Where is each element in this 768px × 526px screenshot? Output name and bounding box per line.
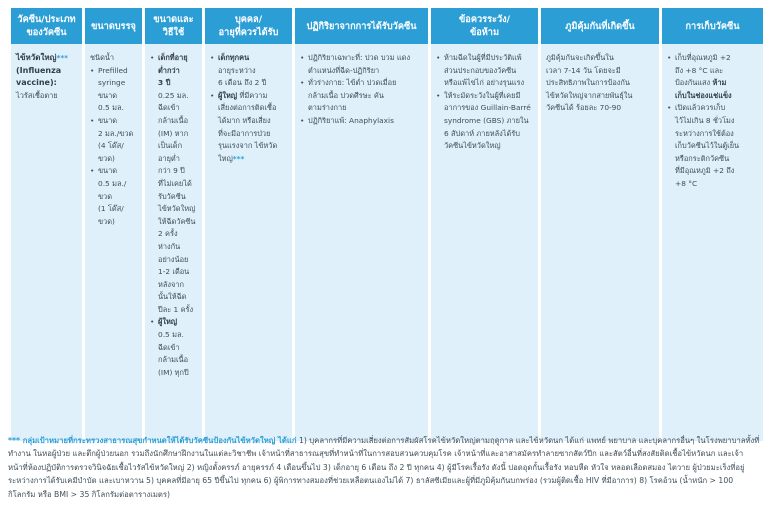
list-item: • เปิดแล้วควรเก็บ ไว้ไม่เกิน 8 ชั่วโมง ระหว่างการใช้ต้อง เก็บวัคซีนไว้ในตู้เย็น หรือกระติกวัคซีน ที่มีอุณหภูมิ +2 ถึง +8 °C [667,102,759,190]
list-item: • ทั่วร่างกาย: ไข้ต่ำ ปวดเมื่อย กล้ามเนื้อ ปวดศีรษะ คัน ตามร่างกาย [300,77,424,115]
recipients-child-heading: • เด็กทุกคน [218,53,250,62]
list-item: • Prefilled syringe ขนาด 0.5 มล. [90,65,138,115]
cell-vaccine [11,44,82,441]
header-recipients: บุคคล/ อายุที่ควรได้รับ [205,8,292,44]
dosage-adult-text: 0.5 มล. ฉีดเข้า กล้ามเนื้อ (IM) ทุกปี [158,330,189,377]
vaccine-star: *** [56,53,69,62]
cell-dosage [145,44,202,441]
list-item [667,52,759,102]
footnote-lead: *** กลุ่มเป้าหมายที่กระทรวงสาธารณสุขกำหนดให้ได้รับวัคซีนป้องกันไข้หวัดใหญ่ ได้แก่ [8,436,297,445]
header-storage: การเก็บวัคซีน [662,8,763,44]
list-item [210,90,288,166]
recipients-child-text: อายุระหว่าง 6 เดือน ถึง 2 ปี [218,65,267,88]
header-vaccine-type: วัคซีน/ประเภท ของวัคซีน [11,8,82,44]
list-item: • ให้ระมัดระวังในผู้ที่เคยมี อาการของ Guillain-Barré syndrome (GBS) ภายใน 6 สัปดาห์ ภายหลังได้รับ วัคซีนไข้หวัดใหญ่ [436,90,534,153]
cell-storage [662,44,763,441]
cell-immunity [541,44,659,441]
packaging-lead: ชนิดน้ำ [90,53,115,62]
header-dosage: ขนาดและ วิธีใช้ [145,8,202,44]
list-item [210,52,288,90]
dosage-child-heading: • เด็กที่อายุ ต่ำกว่า 3 ปี [158,53,188,88]
cell-reactions [295,44,428,441]
vaccine-english-name: (Influenza vaccine): [16,65,62,88]
dosage-child-text: 0.25 มล. ฉีดเข้า กล้ามเนื้อ (IM) หาก เป็นเด็ก อายุต่ำ กว่า 9 ปี ที่ไม่เคยได้ รับวัคซีน ไข้หวัดใหญ่ ให้ฉีดวัคซีน 2 ครั้ง ห่างกัน อย่างน้อย 1-2 เดือน หลังจาก นั้นให้ฉีด ปีละ 1 ครั้ง [158,90,196,314]
footnote-text: 1) บุคลากรที่มีความเสี่ยงต่อการสัมผัสโรคไข้หวัดใหญ่ตามฤดูกาล และไข้หวัดนก ได้แก่ แพทย์ พยาบาล และบุคลากรอื่นๆ ในโรงพยาบาลทั้งที่ทำงาน ในหอผู้ป่วย และตึกผู้ป่วยนอก รวมถึงนักศึกษาฝึกงานในแต่ละวิชาชีพ เจ้าหน้าที่สาธารณสุขที่ทำหน้าที่ในการสอบสวนควบคุมโรค เจ้าหน้าที่และอาสาสมัครทำลายซากสัตว์ปีก และสัตว์อื่นที่สงสัยติดเชื้อไข้หวัดนก และเจ้าหน้าที่ห้องปฏิบัติการตรวจวินิจฉัยเชื้อไวรัสไข้หวัดใหญ่ 2) หญิงตั้งครรภ์ อายุครรภ์ 4 เดือนขึ้นไป 3) เด็กอายุ 6 เดือน ถึง 2 ปี ทุกคน 4) ผู้มีโรคเรื้อรัง ดังนี้ ปอดอุดกั้นเรื้อรัง หอบหืด หัวใจ หลอดเลือดสมอง ไตวาย ผู้ป่วยมะเร็งที่อยู่ระหว่างการได้รับเคมีบำบัด และเบาหวาน 5) บุคคลที่มีอายุ 65 ปีขึ้นไป ทุกคน 6) ผู้พิการทางสมองที่ช่วยเหลือตนเองไม่ได้ 7) ธาลัสซีเมียและผู้ที่มีภูมิคุ้มกันบกพร่อง (รวมผู้ติดเชื้อ HIV ที่มีอาการ) 8) โรคอ้วน (น้ำหนัก > 100 กิโลกรัม หรือ BMI > 35 กิโลกรัมต่อตารางเมตร) [8,436,760,499]
list-item: • ขนาด 2 มล./ขวด (4 โด๊ส/ขวด) [90,115,138,165]
header-cautions: ข้อควรระวัง/ ข้อห้าม [431,8,538,44]
header-row [11,8,763,44]
vaccine-name: ไข้หวัดใหญ่ [16,53,57,62]
recipients-star: *** [232,153,245,163]
header-packaging: ขนาดบรรจุ [85,8,142,44]
header-reactions: ปฏิกิริยาจากการได้รับวัคซีน [295,8,428,44]
cell-recipients [205,44,292,441]
recipients-adult-heading: ผู้ใหญ่ [218,90,238,100]
list-item: • ปฏิกิริยาแพ้: Anaphylaxis [300,115,424,128]
recipients-adult-text: ที่มีความ เสี่ยงต่อการติดเชื้อ ได้มาก หรือเสี่ยง ที่จะมีอาการป่วย รุนแรงจาก ไข้หวัด ใหญ่ [218,90,278,163]
vaccine-type: ไวรัสเชื้อตาย [16,90,58,100]
list-item [150,52,198,316]
immunity-text: ภูมิคุ้มกันจะเกิดขึ้นใน เวลา 7-14 วัน โดยจะมี ประสิทธิภาพในการป้องกัน ไข้หวัดใหญ่จากสายพันธุ์ใน วัคซีนได้ ร้อยละ 70-90 [546,53,633,113]
storage-text: เก็บที่อุณหภูมิ +2 ถึง +8 °C และ ป้องกันแสง [675,53,731,88]
header-immunity: ภูมิคุ้มกันที่เกิดขึ้น [541,8,659,44]
list-item: • ขนาด 0.5 มล./ขวด (1 โด๊ส/ขวด) [90,165,138,228]
footnote [8,434,762,501]
vaccine-table [8,8,766,441]
dosage-adult-heading: • ผู้ใหญ่ [158,317,178,327]
table-row [11,44,763,441]
storage-warning: ห้าม เก็บในช่องแช่แข็ง [675,78,732,100]
cell-packaging [85,44,142,441]
list-item: • ห้ามฉีดในผู้ที่มีประวัติแพ้ ส่วนประกอบของวัคซีน หรือแพ้ไข่ไก่ อย่างรุนแรง [436,52,534,90]
list-item: • ปฏิกิริยาเฉพาะที่: ปวด บวม แดง ตำแหน่งที่ฉีด-ปฏิกิริยา [300,52,424,77]
cell-cautions [431,44,538,441]
list-item [150,316,198,379]
